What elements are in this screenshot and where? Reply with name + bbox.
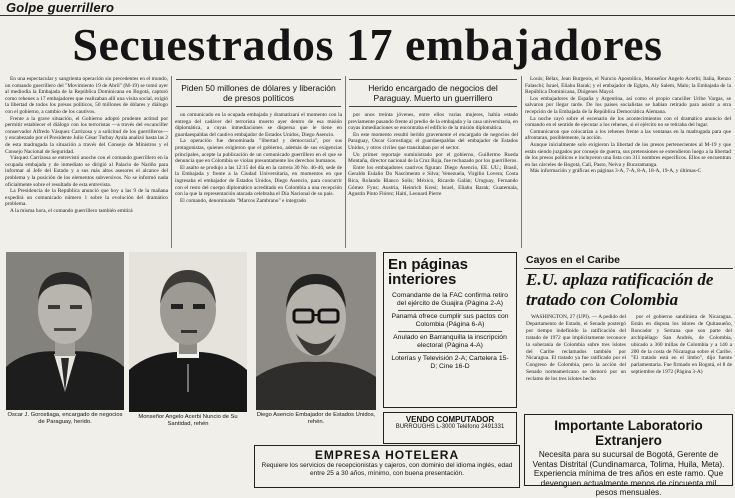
kicker-rule — [0, 15, 735, 16]
vendo-body: BURROUGHS L-3000 Teléfono 2491331 — [395, 424, 505, 430]
vendo-title: VENDO COMPUTADOR — [405, 415, 495, 424]
paragraph: La noche cayó sobre el escenario de los acontecimientos con el dramático anuncio del comando en el sentido de ejecutar a los rehenes, si el ejército no se retiraba del lugar. — [525, 115, 731, 129]
paragraph: Frente a la grave situación, el Gobierno adoptó prudente actitud por permitir establecer el diálogo con los terroristas —a través del excanciller conservador Alfredo Vásquez Carrizosa y a solicitud de los guerrilleros— y encabezado por el Presidente Julio César Turbay Ayala analizó hasta las 2 de esta madrugada la situación a través del Consejo de Ministros y el Consejo Nacional de Seguridad. — [5, 115, 168, 155]
divider — [398, 352, 502, 353]
article-column-4 — [525, 76, 731, 248]
article-column-3 — [348, 112, 518, 248]
section-kicker: Golpe guerrillero — [6, 0, 115, 15]
divider — [398, 331, 502, 332]
interior-item: Loterías y Televisión 2-A; Cartelera 15-D; Cine 16-D — [391, 355, 509, 370]
paragraph: El asalto se produjo a las 12:15 del día en la carrera 30 No. 46-46, sede de la Embajada y frente a la Ciudad Universitaria, en momentos en que ingresaba el embajador de Estados Unidos, Diego Asencio, para concurrir con el resto del cuerpo diplomático acreditado en Colombia a una recepción con la que la representación atacada celebraba el Día Nacional de su país. — [175, 164, 342, 198]
paragraph: un comunicado en la ocupada embajada y dramatizará el momento con la entrega del cadáver del terrorista muerto ayer dentro de esa misión diplomática, a cuyas inmediaciones se dispersa que le tiene en guardaespaldas del cautivo embajador de Estados Unidos, Diego Asencio. — [175, 112, 342, 138]
paragraph: En una espectacular y sangrienta operación sin precedentes en el mundo, un comando guerrillero del "Movimiento 19 de Abril" (M-19) se tomó ayer al mediodía la Embajada de la República Dominicana en Bogotá, capturó como rehenes a 17 embajadores que realizaban allí una visita social, exigió la libertad de todos los presos políticos, 50 millones de dólares y diálogo con el gobierno, a cambio de los cautivos. — [5, 76, 168, 115]
photo-acerbi — [129, 252, 247, 412]
interior-item: Anulado en Barranquilla la inscripción electoral (Página 4-A) — [393, 334, 507, 349]
caption-gorostiaga: Oscar J. Gorostiaga, encargado de negocios de Paraguay, herido. — [7, 412, 123, 425]
column-rule — [345, 76, 346, 248]
paragraph: La Presidencia de la República anunció que hoy a las 9 de la mañana expedirá un comunicado número 1 sobre la evolución del dramático problema. — [5, 188, 168, 208]
column-rule — [171, 76, 172, 248]
deck-ransom: Piden 50 millones de dólares y liberación de presos políticos — [176, 79, 341, 107]
classified-empresa-hotelera — [254, 445, 520, 488]
main-headline: Secuestrados 17 embajadores — [72, 19, 663, 70]
paragraph: WASHINGTON, 27 (UPI). — A pedido del Departamento de Estado, el Senado postergó por tiempo indefinido la ratificación del tratado de 1972 que implícitamente reconoce la soberanía de Colombia sobre tres islotes del Caribe reclamados también por Nicaragua. El tratado ya fue ratificado por el Congreso de Colombia, pero la acción del Senado norteamericano se demoró por un reclamo de los tres islotes hecho — [526, 314, 626, 383]
ad-body: Necesita para su sucursal de Bogotá, Gerente de Ventas Distrital (Cundinamarca, Tolima, Huila, Meta). Experiencia mínima de tres años en este ramo. Que devenguen actualmente menos de cincuenta mil pesos mensuales. — [532, 450, 725, 497]
paragraph: Aunque inicialmente solo exigieron la libertad de los presos pertenecientes al M-19 y que están siendo juzgados por consejo de guerra, sus pretensiones se extendieron luego a la libertad de los presos políticos e incluyeron una lista con 311 nombres específicos. Ellos se encuentran en las cárceles de Bogotá, Cali, Pasto, Neiva y Bucaramanga. — [525, 141, 731, 168]
caribe-headline: E.U. aplaza ratificación de tratado con Colombia — [526, 270, 714, 309]
hotelera-body: Requiere los servicios de recepcionistas y cajeros, con dominio del idioma inglés, edad entre 25 a 30 años, mínimo, con buena presentación. — [261, 462, 513, 477]
caption-asencio: Diego Asencio Embajador de Estados Unidos, rehén. — [256, 412, 376, 425]
caption-acerbi: Monseñor Angelo Acerbi Nuncio de Su Santidad, rehén — [138, 414, 238, 427]
paragraph: por unos treinta jóvenes, entre ellos varias mujeres, había estado previamente pasando frente al predio de la embajada y la casa universitaria, en cuyas inmediaciones se encontraba el edificio de la misión diplomática. — [348, 112, 518, 132]
article-column-2 — [175, 112, 342, 248]
caribe-kicker-rule — [524, 268, 733, 269]
interior-pages-title: En páginas interiores — [388, 256, 469, 288]
caribe-kicker: Cayos en el Caribe — [526, 254, 620, 266]
photo-gorostiaga — [6, 252, 124, 410]
ad-laboratorio — [524, 414, 733, 497]
ad-title: Importante Laboratorio Extranjero — [554, 418, 703, 448]
paragraph: Más información y gráficas en páginas 3-A, 7-A, 8-A, 18-A, 19-A, y últimas-C — [530, 168, 702, 175]
paragraph: En este momento resultó herido gravemente el encargado de negocios del Paraguay, Oscar Gorostiaga; el guardaespaldas del embajador de Estados Unidos, y otros civiles que transitaban por el sector. — [348, 131, 518, 151]
interior-item: Panamá ofrece cumplir sus pactos con Colombia (Página 6-A) — [391, 313, 509, 328]
paragraph: Entre los embajadores cautivos figuran: Diego Asencio, EE. UU.; Brasil, Geraldo Eulalio Do Nascimento e Silva; Venezuela, Virgilio Lovera; Costa Rica, Rolando Blanco Solís; México, Ricardo Galán; Uruguay, Fernando Gómez Fyns; Austria, Heinrich Kresi; Israel, Eliahu Barak; Guatemala, Agustín Pinto Flórez; Haití, Leonard Pierre — [348, 164, 518, 198]
deck-wounded: Herido encargado de negocios del Paraguay. Muerto un guerrillero — [349, 79, 517, 107]
caribe-column-1 — [526, 314, 626, 412]
photo-asencio — [256, 252, 376, 410]
paragraph: Comunicaron que colocarían a los rehenes frente a las ventanas en la madrugada para que afrontaran, posiblemente, la acción. — [525, 128, 731, 142]
interior-pages-box — [383, 252, 517, 408]
caribe-column-2 — [631, 314, 732, 412]
divider — [398, 310, 502, 311]
interior-item: Comandante de la FAC confirma retiro del ejército de Guajira (Página 2-A) — [392, 292, 508, 307]
paragraph: A la misma hora, el comando guerrillero también emitirá — [10, 207, 133, 214]
paragraph: La operación fue denominada "libertad y democracia", por sus protagonistas, quienes exigieron que el gobierno, además de sus exigencias principales, acepte la publicación de un comunicado guerrillero en el que se denuncia que en Colombia se violan presuntamente los derechos humanos. — [175, 138, 342, 165]
column-rule — [521, 76, 522, 248]
article-column-1 — [5, 76, 168, 248]
paragraph: Un primer reportaje suministrado por el gobierno, Guillermo Rueda Montaña, director nacional de la Cruz Roja, fue rechazado por los guerrilleros. — [348, 151, 518, 165]
paragraph: Vásquez Carrizosa se entrevistó anoche con el comando guerrillero en la ocupada embajada y de inmediato se dirigió al Palacio de Nariño para informar al Jefe del Estado y a sus más altos asesores el alcance del problema y la posición de los elementos subversivos. No se informó nada oficialmente sobre el resultado de esta entrevista. — [5, 155, 168, 188]
hotelera-title: EMPRESA HOTELERA — [314, 448, 460, 462]
paragraph: Los embajadores de España y Argentina, así como el propio canciller Uribe Vargas, se salvaron por llegar tarde. De los países socialistas se habían retirado para asistir a otra recepción de la Embajada de la República Democrática Alemana. — [525, 95, 731, 115]
classified-vendo-computador — [383, 412, 517, 444]
paragraph: Louis; Bélax, Jean Burgeois, el Nuncio Apostólico, Monseñor Angelo Acerbi; Italia, Renzo Falaschi; Israel, Eliahu Barak; y el embajador de Egipto, Aly Salem, Malo; la Embajada de la República Dominicana, Diógenes Mayol. — [525, 76, 731, 96]
paragraph: por el gobierno sandinista de Nicaragua. Están en disputa los islotes de Quitasueño, Roncador y Serrana que son parte del archipiélago San Andrés, de Colombia, ubicado a 360 millas de Colombia y a 140 a 200 de la costa de Nicaragua sobre el Caribe. "El tratado está en el limbo", dijo fuente parlamentaria. Fue firmado en Bogotá, el 8 de septiembre de 1972 (Página 3-A) — [631, 314, 732, 376]
paragraph: El comando, denominado "Marcos Zambrano" e integrado — [180, 197, 307, 204]
